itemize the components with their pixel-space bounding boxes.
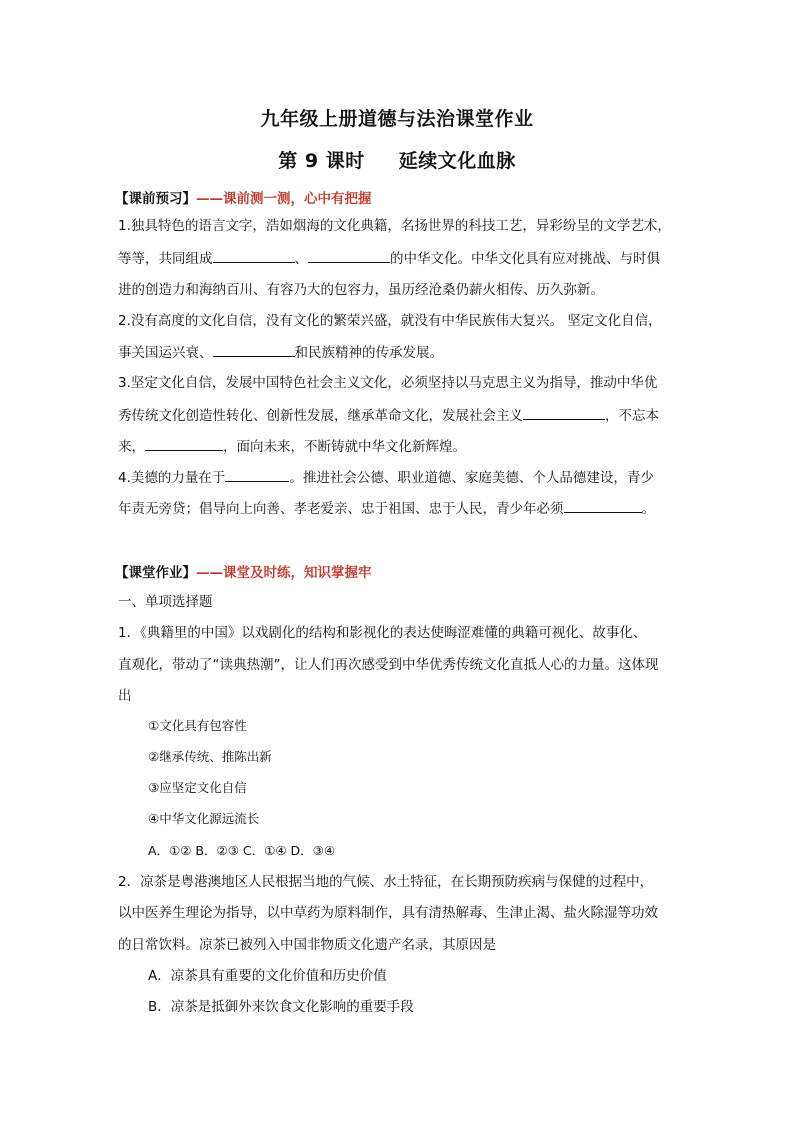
- preview-q3-line3: [118, 436, 466, 457]
- preview-head-label: 【课前预习】: [115, 191, 196, 207]
- preview-q4-line1: [118, 467, 654, 488]
- q1-sep: 、: [294, 251, 308, 267]
- q4-text-a: 4.美德的力量在于: [118, 470, 226, 486]
- choice-a: A．凉茶具有重要的文化价值和历史价值: [148, 968, 387, 984]
- answer-blank[interactable]: [308, 248, 390, 263]
- classwork-subhead: ——课堂及时练，知识掌握牢: [196, 565, 372, 581]
- q1-text-b: 的中华文化。中华文化具有应对挑战、与时俱: [390, 251, 660, 267]
- q4-text-c: 年责无旁贷；倡导向上向善、孝老爱亲、忠于祖国、忠于人民，青少年必须: [118, 501, 564, 517]
- q4-text-b: 。推进社会公德、职业道德、家庭美德、个人品德建设，青少: [289, 470, 654, 486]
- preview-q2-line1: 2.没有高度的文化自信，没有文化的繁荣兴盛，就没有中华民族伟大复兴。 坚定文化自信，: [118, 313, 662, 329]
- answer-blank[interactable]: [145, 436, 223, 451]
- answer-blank[interactable]: [564, 498, 642, 513]
- option-item: ①文化具有包容性: [148, 718, 247, 733]
- choice-b: B．凉茶是抵御外来饮食文化影响的重要手段: [148, 999, 414, 1015]
- page-title: 九年级上册道德与法治课堂作业: [260, 108, 534, 130]
- preview-q1-line3: 进的创造力和海纳百川、有容乃大的包容力，虽历经沧桑仍薪火相传、历久弥新。: [118, 282, 604, 298]
- preview-q1-line2: [118, 248, 660, 269]
- lesson-title: [0, 146, 794, 173]
- answer-blank[interactable]: [523, 405, 605, 420]
- answer-blank[interactable]: [213, 248, 295, 263]
- lesson-name: 延续文化血脉: [398, 150, 516, 172]
- q2-text-a: 事关国运兴衰、: [118, 345, 213, 361]
- q2-text-b: 和民族精神的传承发展。: [294, 345, 443, 361]
- preview-q3-line2: [118, 405, 659, 426]
- cw-q2-line1: 2．凉茶是粤港澳地区人民根据当地的气候、水土特征，在长期预防疾病与保健的过程中，: [118, 874, 654, 890]
- option-item: ③应坚定文化自信: [148, 780, 247, 795]
- answer-blank[interactable]: [213, 342, 295, 357]
- q4-text-d: 。: [641, 501, 655, 517]
- preview-subhead: ——课前测一测，心中有把握: [196, 191, 372, 207]
- preview-q1-line1: 1.独具特色的语言文字，浩如烟海的文化典籍，名扬世界的科技工艺，异彩纷呈的文学艺术，: [118, 218, 671, 234]
- cw-q2-line3: 的日常饮料。凉茶已被列入中国非物质文化遗产名录，其原因是: [118, 937, 496, 953]
- cw-q1-line2: 直观化，带动了“读典热潮”，让人们再次感受到中华优秀传统文化直抵人心的力量。这体现: [118, 657, 659, 673]
- answer-choices: A．①② B．②③ C．①④ D．③④: [148, 843, 336, 858]
- preview-q3-line1: 3.坚定文化自信，发展中国特色社会主义文化，必须坚持以马克思主义为指导，推动中华优: [118, 375, 658, 391]
- q3-text-a: 秀传统文化创造性转化、创新性发展，继承革命文化，发展社会主义: [118, 408, 523, 424]
- preview-q4-line2: [118, 498, 655, 519]
- q1-text-a: 等等，共同组成: [118, 251, 213, 267]
- q3-text-c: 来，: [118, 439, 145, 455]
- preview-heading: [115, 187, 372, 207]
- q3-text-b: ，不忘本: [605, 408, 659, 424]
- classwork-heading: [115, 561, 372, 581]
- option-item: ②继承传统、推陈出新: [148, 749, 272, 764]
- lesson-number: 第 9 课时: [278, 150, 365, 172]
- cw-q2-line2: 以中医养生理论为指导，以中草药为原料制作，具有清热解毒、生津止渴、盐火除湿等功效: [118, 905, 658, 921]
- section-title: 一、单项选择题: [118, 594, 213, 610]
- q3-text-d: ，面向未来，不断铸就中华文化新辉煌。: [223, 439, 466, 455]
- answer-blank[interactable]: [225, 467, 289, 482]
- classwork-head-label: 【课堂作业】: [115, 565, 196, 581]
- preview-q2-line2: [118, 342, 443, 363]
- option-item: ④中华文化源远流长: [148, 811, 260, 826]
- cw-q1-line3: 出: [118, 688, 132, 704]
- cw-q1-line1: 1．《典籍里的中国》以戏剧化的结构和影视化的表达使晦涩难懂的典籍可视化、故事化、: [118, 625, 647, 641]
